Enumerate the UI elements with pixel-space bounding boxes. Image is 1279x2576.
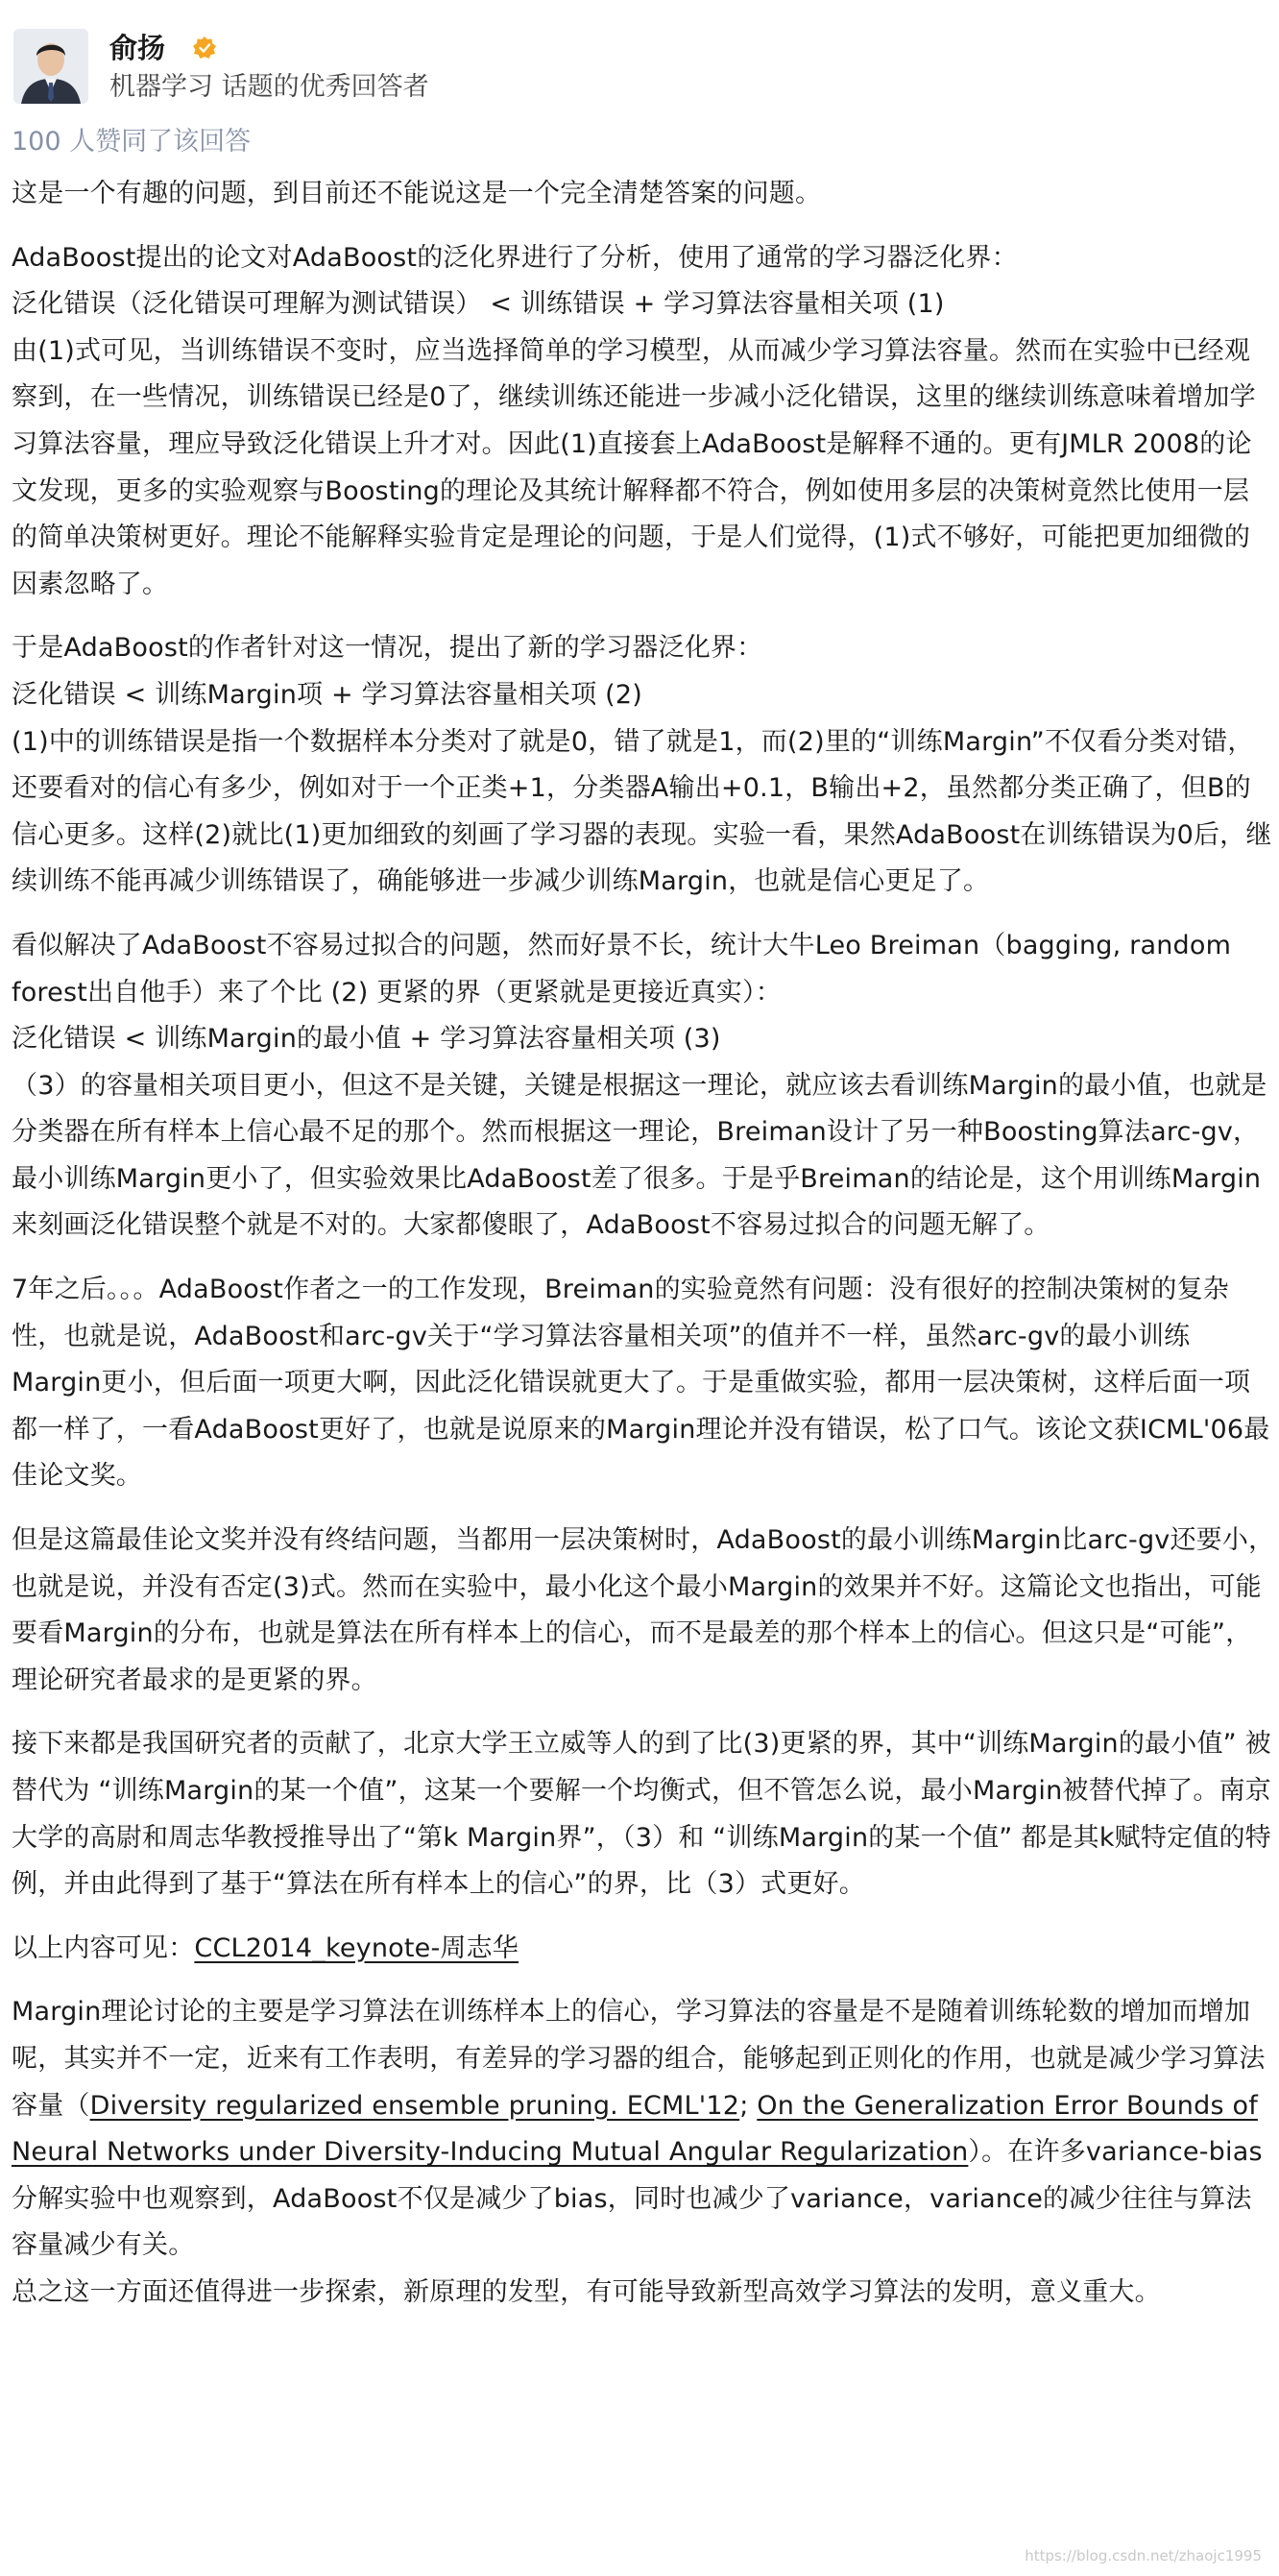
paragraph: [12, 625, 1275, 906]
paragraph-line: 看似解决了AdaBoost不容易过拟合的问题，然而好景不长，统计大牛Leo Breiman（bagging, random forest出自他手）来了个比 (2) 更紧的界（更紧就是更接近真实）：: [12, 930, 1232, 1008]
paragraph-line: 接下来都是我国研究者的贡献了，北京大学王立威等人的到了比(3)更紧的界，其中“训练Margin的最小值” 被替代为 “训练Margin的某一个值”，这某一个要解一个均衡式，但不管怎么说，最小Margin被替代掉了。南京大学的高尉和周志华教授推导出了“第k Margin界”，（3）和 “训练Margin的某一个值” 都是其k赋特定值的特例，并由此得到了基于“算法在所有样本上的信心”的界，比（3）式更好。: [12, 1729, 1271, 1900]
paragraph: [12, 1989, 1275, 2316]
paragraph-line: AdaBoost提出的论文对AdaBoost的泛化界进行了分析，使用了通常的学习器泛化界：: [12, 242, 1018, 273]
reference-link-generalization-bounds[interactable]: On the Generalization Error Bounds of Neural Networks under Diversity-Inducing Mutual Angular Regularization: [12, 2090, 1258, 2168]
excellent-answerer-badge-icon: [192, 36, 217, 64]
formula-line: 泛化错误 < 训练Margin项 + 学习算法容量相关项 (2): [12, 679, 643, 710]
paragraph: [12, 171, 1275, 218]
paragraph: [12, 1721, 1275, 1908]
source-paragraph: [12, 1926, 1275, 1973]
author-avatar[interactable]: [13, 29, 88, 104]
reference-link-ecml[interactable]: Diversity regularized ensemble pruning. ECML'12: [89, 2090, 740, 2121]
paragraph-line: 于是AdaBoost的作者针对这一情况，提出了新的学习器泛化界：: [12, 633, 763, 664]
source-link[interactable]: CCL2014_keynote-周志华: [194, 1932, 519, 1963]
paragraph: [12, 1518, 1275, 1704]
paragraph-text: Margin理论讨论的主要是学习算法在训练样本上的信心，学习算法的容量是不是随着训练轮数的增加而增加呢，其实并不一定，近来有工作表明，有差异的学习器的组合，能够起到正则化的作用，也就是减少学习算法容量（: [12, 1997, 1266, 2121]
vote-summary[interactable]: 100 人赞同了该回答: [12, 127, 252, 157]
paragraph-line: 这是一个有趣的问题，到目前还不能说这是一个完全清楚答案的问题。: [12, 179, 822, 208]
paragraph: [12, 1267, 1275, 1500]
author-headline: 机器学习 话题的优秀回答者: [109, 72, 429, 102]
answer-content: [12, 171, 1275, 2334]
watermark: https://blog.csdn.net/zhaojc1995: [1025, 2547, 1262, 2564]
paragraph: [12, 923, 1275, 1250]
avatar-portrait-icon: [13, 29, 88, 104]
source-prefix: 以上内容可见：: [12, 1932, 195, 1963]
paragraph: [12, 235, 1275, 609]
conclusion-line: 总之这一方面还值得进一步探索，新原理的发型，有可能导致新型高效学习算法的发明，意义重大。: [12, 2276, 1161, 2307]
author-name[interactable]: 俞扬: [109, 32, 166, 64]
paragraph-line: 7年之后。。。AdaBoost作者之一的工作发现，Breiman的实验竟然有问题：没有很好的控制决策树的复杂性，也就是说，AdaBoost和arc-gv关于“学习算法容量相关项”的值并不一样，虽然arc-gv的最小训练Margin更小，但后面一项更大啊，因此泛化错误就更大了。于是重做实验，都用一层决策树，这样后面一项都一样了，一看AdaBoost更好了，也就是说原来的Margin理论并没有错误，松了口气。该论文获ICML'06最佳论文奖。: [12, 1275, 1270, 1492]
link-separator: ;: [739, 2090, 758, 2121]
paragraph-text: ）。在许多variance-bias 分解实验中也观察到，AdaBoost不仅是减少了bias，同时也减少了variance，variance的减少往往与算法容量减少有关。: [12, 2137, 1263, 2261]
author-info: [13, 23, 1262, 119]
paragraph-line: （3）的容量相关项目更小，但这不是关键，关键是根据这一理论，就应该去看训练Margin的最小值，也就是分类器在所有样本上信心最不足的那个。然而根据这一理论，Breiman设计了另一种Boosting算法arc-gv，最小训练Margin更小了，但实验效果比AdaBoost差了很多。于是乎Breiman的结论是，这个用训练Margin来刻画泛化错误整个就是不对的。大家都傻眼了，AdaBoost不容易过拟合的问题无解了。: [12, 1070, 1267, 1241]
paragraph-line: 由(1)式可见，当训练错误不变时，应当选择简单的学习模型，从而减少学习算法容量。然而在实验中已经观察到，在一些情况，训练错误已经是0了，继续训练还能进一步减小泛化错误，这里的继续训练意味着增加学习算法容量，理应导致泛化错误上升才对。因此(1)直接套上AdaBoost是解释不通的。更有JMLR 2008的论文发现，更多的实验观察与Boosting的理论及其统计解释都不符合，例如使用多层的决策树竟然比使用一层的简单决策树更好。理论不能解释实验肯定是理论的问题，于是人们觉得，(1)式不够好，可能把更加细微的因素忽略了。: [12, 335, 1256, 599]
paragraph-line: 但是这篇最佳论文奖并没有终结问题，当都用一层决策树时，AdaBoost的最小训练Margin比arc-gv还要小，也就是说，并没有否定(3)式。然而在实验中，最小化这个最小Margin的效果并不好。这篇论文也指出，可能要看Margin的分布，也就是算法在所有样本上的信心，而不是最差的那个样本上的信心。但这只是“可能”，理论研究者最求的是更紧的界。: [12, 1525, 1275, 1695]
formula-line: 泛化错误（泛化错误可理解为测试错误） < 训练错误 + 学习算法容量相关项 (1): [12, 289, 945, 320]
formula-line: 泛化错误 < 训练Margin的最小值 + 学习算法容量相关项 (3): [12, 1024, 721, 1055]
paragraph-line: (1)中的训练错误是指一个数据样本分类对了就是0，错了就是1，而(2)里的“训练Margin”不仅看分类对错，还要看对的信心有多少，例如对于一个正类+1，分类器A输出+0.1，B输出+2，虽然都分类正确了，但B的信心更多。这样(2)就比(1)更加细致的刻画了学习器的表现。实验一看，果然AdaBoost在训练错误为0后，继续训练不能再减少训练错误了，确能够进一步减少训练Margin，也就是信心更足了。: [12, 726, 1272, 897]
